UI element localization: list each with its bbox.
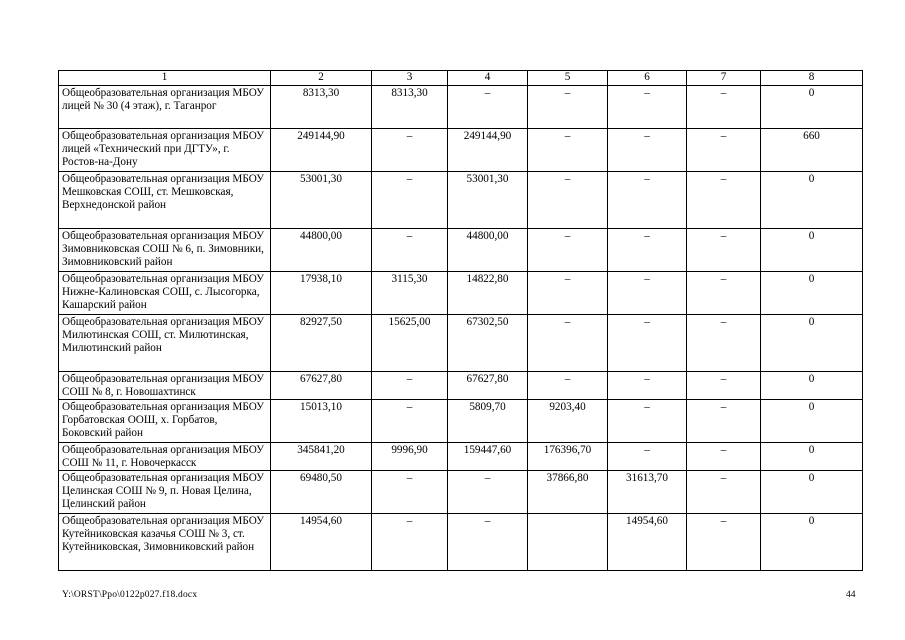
value-cell-col6: – [608,400,687,443]
value-cell-col2: 249144,90 [271,129,372,172]
table-row [59,272,863,315]
value-cell-col8: 0 [761,443,863,471]
column-header: 5 [528,71,608,86]
column-header: 7 [687,71,761,86]
budget-table [58,70,863,571]
value-cell-col4: 14822,80 [448,272,528,315]
value-cell-col5: – [528,86,608,129]
column-header: 8 [761,71,863,86]
organization-cell: Общеобразовательная организация МБОУ Целинская СОШ № 9, п. Новая Целина, Целинский район [59,471,271,514]
value-cell-col8: 0 [761,471,863,514]
table-row [59,443,863,471]
table-row [59,229,863,272]
organization-cell: Общеобразовательная организация МБОУ Зимовниковская СОШ № 6, п. Зимовники, Зимовниковский район [59,229,271,272]
organization-cell: Общеобразовательная организация МБОУ лицей «Технический при ДГТУ», г. Ростов-на-Дону [59,129,271,172]
value-cell-col4: 53001,30 [448,172,528,229]
value-cell-col3: 15625,00 [372,315,448,372]
value-cell-col7: – [687,443,761,471]
column-header: 2 [271,71,372,86]
value-cell-col3: – [372,172,448,229]
value-cell-col4: 159447,60 [448,443,528,471]
value-cell-col6: – [608,86,687,129]
table-row [59,315,863,372]
organization-cell: Общеобразовательная организация МБОУ Мешковская СОШ, ст. Мешковская, Верхнедонской район [59,172,271,229]
value-cell-col7: – [687,86,761,129]
value-cell-col5: – [528,129,608,172]
value-cell-col3: 3115,30 [372,272,448,315]
value-cell-col2: 17938,10 [271,272,372,315]
value-cell-col6: – [608,172,687,229]
organization-cell: Общеобразовательная организация МБОУ Нижне-Калиновская СОШ, с. Лысогорка, Кашарский район [59,272,271,315]
table-row [59,514,863,571]
value-cell-col5: 176396,70 [528,443,608,471]
value-cell-col6: – [608,443,687,471]
value-cell-col4: – [448,514,528,571]
table-row [59,372,863,400]
value-cell-col2: 15013,10 [271,400,372,443]
page-number: 44 [846,590,856,600]
value-cell-col3: 8313,30 [372,86,448,129]
value-cell-col4: 67627,80 [448,372,528,400]
value-cell-col2: 345841,20 [271,443,372,471]
table-row [59,129,863,172]
value-cell-col4: – [448,86,528,129]
value-cell-col2: 67627,80 [271,372,372,400]
value-cell-col6: – [608,129,687,172]
value-cell-col5: 9203,40 [528,400,608,443]
table-row [59,471,863,514]
value-cell-col8: 0 [761,272,863,315]
value-cell-col7: – [687,229,761,272]
organization-cell: Общеобразовательная организация МБОУ СОШ № 11, г. Новочеркасск [59,443,271,471]
value-cell-col6: – [608,372,687,400]
value-cell-col2: 14954,60 [271,514,372,571]
value-cell-col8: 0 [761,86,863,129]
value-cell-col3: – [372,229,448,272]
value-cell-col3: – [372,514,448,571]
header-row [59,71,863,86]
value-cell-col3: – [372,400,448,443]
value-cell-col2: 44800,00 [271,229,372,272]
organization-cell: Общеобразовательная организация МБОУ Горбатовская ООШ, х. Горбатов, Боковский район [59,400,271,443]
value-cell-col7: – [687,272,761,315]
value-cell-col3: – [372,372,448,400]
value-cell-col8: 0 [761,400,863,443]
value-cell-col5: 37866,80 [528,471,608,514]
value-cell-col6: – [608,272,687,315]
value-cell-col5: – [528,272,608,315]
value-cell-col8: 0 [761,514,863,571]
value-cell-col2: 53001,30 [271,172,372,229]
organization-cell: Общеобразовательная организация МБОУ Милютинская СОШ, ст. Милютинская, Милютинский район [59,315,271,372]
value-cell-col4: 249144,90 [448,129,528,172]
file-path: Y:\ORST\Ppo\0122p027.f18.docx [62,590,198,600]
organization-cell: Общеобразовательная организация МБОУ СОШ № 8, г. Новошахтинск [59,372,271,400]
value-cell-col8: 660 [761,129,863,172]
organization-cell: Общеобразовательная организация МБОУ Кутейниковская казачья СОШ № 3, ст. Кутейниковская, Зимовниковский район [59,514,271,571]
value-cell-col5 [528,514,608,571]
column-header: 1 [59,71,271,86]
column-header: 3 [372,71,448,86]
column-header: 6 [608,71,687,86]
column-header: 4 [448,71,528,86]
value-cell-col5: – [528,229,608,272]
value-cell-col6: – [608,229,687,272]
value-cell-col4: 5809,70 [448,400,528,443]
value-cell-col7: – [687,471,761,514]
value-cell-col6: – [608,315,687,372]
value-cell-col3: – [372,471,448,514]
value-cell-col8: 0 [761,372,863,400]
organization-cell: Общеобразовательная организация МБОУ лицей № 30 (4 этаж), г. Таганрог [59,86,271,129]
value-cell-col7: – [687,400,761,443]
value-cell-col8: 0 [761,229,863,272]
value-cell-col8: 0 [761,172,863,229]
value-cell-col2: 69480,50 [271,471,372,514]
value-cell-col4: 67302,50 [448,315,528,372]
value-cell-col7: – [687,514,761,571]
table-row [59,400,863,443]
value-cell-col3: 9996,90 [372,443,448,471]
value-cell-col4: 44800,00 [448,229,528,272]
value-cell-col6: 14954,60 [608,514,687,571]
value-cell-col5: – [528,315,608,372]
value-cell-col6: 31613,70 [608,471,687,514]
table-row [59,172,863,229]
value-cell-col5: – [528,372,608,400]
value-cell-col7: – [687,315,761,372]
value-cell-col5: – [528,172,608,229]
value-cell-col7: – [687,372,761,400]
value-cell-col2: 82927,50 [271,315,372,372]
value-cell-col4: – [448,471,528,514]
value-cell-col3: – [372,129,448,172]
table-row [59,86,863,129]
value-cell-col2: 8313,30 [271,86,372,129]
value-cell-col7: – [687,129,761,172]
table-body [59,71,863,571]
value-cell-col7: – [687,172,761,229]
value-cell-col8: 0 [761,315,863,372]
